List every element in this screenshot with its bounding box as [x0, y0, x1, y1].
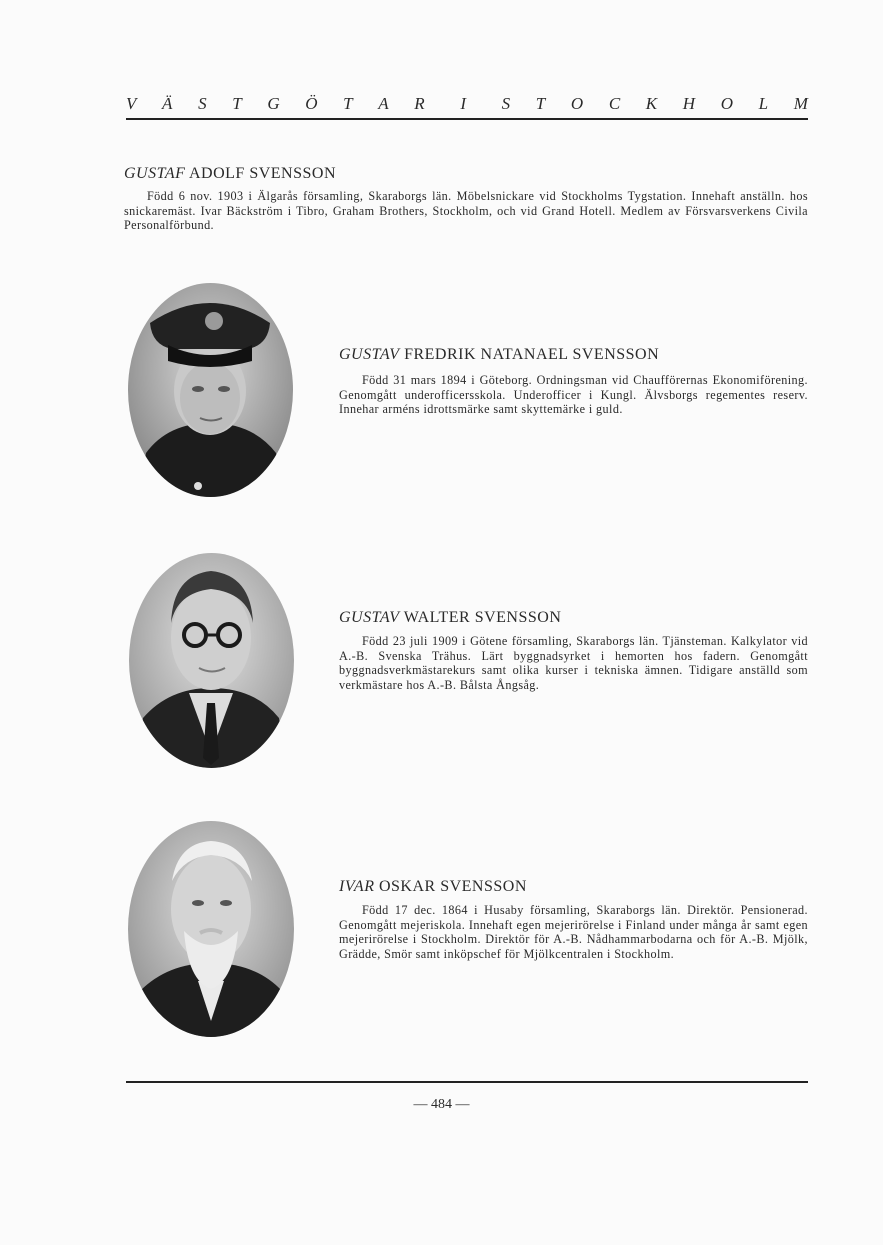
entry-name [339, 609, 561, 627]
header-letter: V [126, 94, 137, 113]
entry-bio [339, 634, 808, 692]
header-letter: I [460, 94, 466, 113]
header-letter: C [608, 94, 621, 113]
header-letter: Ä [162, 94, 173, 113]
given-name: GUSTAV [339, 346, 400, 363]
header-rule [126, 118, 808, 120]
header-letter: M [793, 94, 808, 113]
entry-bio [339, 373, 808, 417]
header-letter: G [267, 94, 280, 113]
portrait-photo [128, 283, 293, 497]
entry-bio [339, 903, 808, 961]
bio-text: Född 6 nov. 1903 i Älgarås församling, Skaraborgs län. Möbelsnickare vid Stockholms Tygstation. Innehaft anställn. hos snickaremäst. Ivar Bäckström i Tibro, Graham Brothers, Stockholm, och vid Grand Hotell. Medlem av Försvarsverkens Civila Personalförbund. [124, 189, 808, 233]
footer-rule [126, 1081, 808, 1083]
given-name: IVAR [339, 878, 375, 895]
entry-name [339, 878, 527, 896]
page-number: — 484 — [413, 1097, 470, 1112]
entry-bio [124, 189, 808, 233]
portrait-photo [129, 553, 294, 768]
full-name-rest: OSKAR SVENSSON [374, 878, 527, 895]
bio-text: Född 31 mars 1894 i Göteborg. Ordningsman vid Chaufförernas Ekonomiförening. Genomgått underofficersskola. Underofficer i Kungl. Älvsborgs regementes reserv. Innehar arméns idrottsmärke samt skyttemärke i guld. [339, 373, 808, 417]
full-name-rest: WALTER SVENSSON [399, 609, 562, 626]
bio-text: Född 17 dec. 1864 i Husaby församling, Skaraborgs län. Direktör. Pensionerad. Genomgått mejeriskola. Innehaft egen mejerirörelse i Finland under många år samt egen mejerirörelse i Stockholm. Direktör för A.-B. Nådhammarbodarna och för A.-B. Mjölk, Grädde, Smör samt inköpschef för Mjölkcentralen i Stockholm. [339, 903, 808, 961]
header-letter: K [645, 94, 658, 113]
header-letter: S [501, 94, 511, 113]
header-letter: T [343, 94, 353, 113]
given-name: GUSTAF [124, 165, 186, 182]
header-letter: R [414, 94, 425, 113]
entry-name [124, 165, 336, 183]
full-name-rest: ADOLF SVENSSON [185, 165, 337, 182]
running-header [126, 94, 808, 116]
header-letter: T [535, 94, 546, 113]
header-letter: L [758, 94, 769, 113]
header-letter: S [198, 94, 207, 113]
header-letter: O [720, 94, 733, 113]
full-name-rest: FREDRIK NATANAEL SVENSSON [399, 346, 660, 363]
given-name: GUSTAV [339, 609, 400, 626]
header-letter: Ö [305, 94, 318, 113]
header-letter: T [232, 94, 242, 113]
header-letter: O [570, 94, 584, 113]
portrait-photo [128, 821, 294, 1037]
entry-name [339, 346, 659, 364]
bio-text: Född 23 juli 1909 i Götene församling, Skaraborgs län. Tjänsteman. Kalkylator vid A.-B. Svenska Trähus. Lärt byggnadsyrket i hemorten hos fadern. Genomgått byggnadsverkmästarekurs samt olika kurser i tekniska ämnen. Tidigare anställd som verkmästare hos A.-B. Bålsta Ångsåg. [339, 634, 808, 692]
header-letter: A [378, 94, 389, 113]
header-letter: H [682, 94, 696, 113]
